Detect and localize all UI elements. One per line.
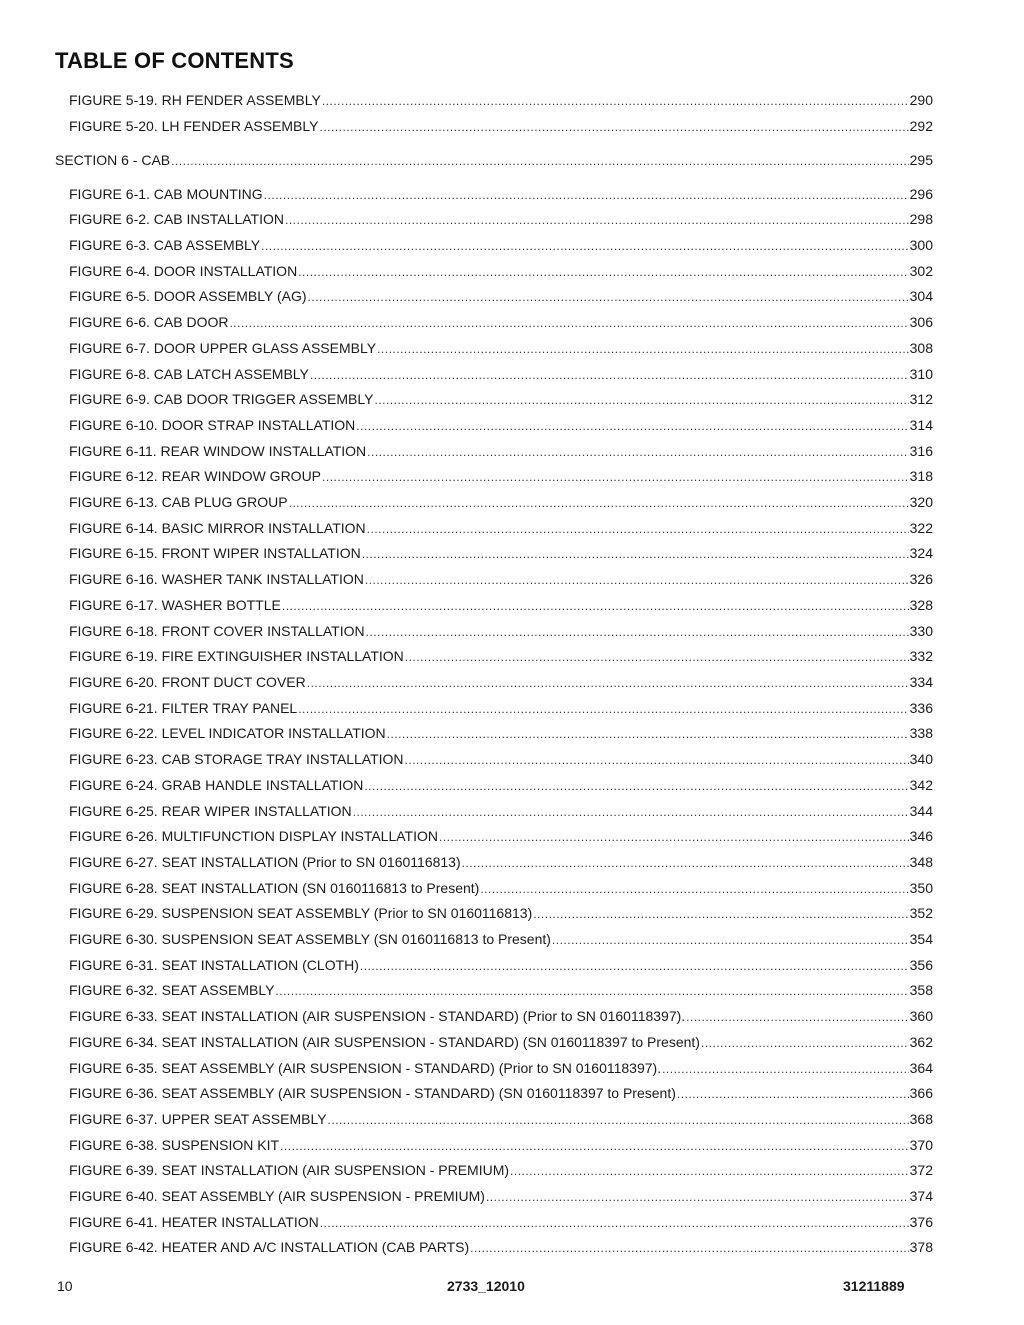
toc-entry-page: 336 [909, 700, 933, 716]
toc-figure-entry[interactable] [69, 1084, 933, 1102]
page-title: TABLE OF CONTENTS [55, 48, 294, 73]
footer-doc-code: 2733_12010 [447, 1278, 525, 1294]
toc-entry-label: FIGURE 6-26. MULTIFUNCTION DISPLAY INSTALLATION [69, 828, 438, 844]
toc-dot-leader [510, 1162, 909, 1180]
footer-page-number: 10 [57, 1278, 73, 1294]
toc-figure-entry[interactable] [69, 313, 933, 331]
toc-entry-label: FIGURE 6-2. CAB INSTALLATION [69, 211, 284, 227]
toc-dot-leader [275, 982, 908, 1000]
toc-figure-entry[interactable] [69, 802, 933, 820]
toc-entry-label: FIGURE 6-8. CAB LATCH ASSEMBLY [69, 366, 309, 382]
toc-figure-entry[interactable] [69, 853, 933, 871]
toc-entry-label: FIGURE 6-36. SEAT ASSEMBLY (AIR SUSPENSION - STANDARD) (SN 0160118397 to Present) [69, 1085, 676, 1101]
toc-entry-page: 350 [909, 880, 933, 896]
toc-entry-label: FIGURE 6-40. SEAT ASSEMBLY (AIR SUSPENSION - PREMIUM) [69, 1188, 485, 1204]
toc-dot-leader [289, 494, 909, 512]
toc-figure-entry[interactable] [69, 904, 933, 922]
toc-entry-label: FIGURE 6-3. CAB ASSEMBLY [69, 237, 261, 253]
toc-entry-label: SECTION 6 - CAB [55, 152, 171, 168]
toc-figure-entry[interactable] [69, 1059, 933, 1077]
toc-entry-label: FIGURE 6-22. LEVEL INDICATOR INSTALLATION [69, 725, 386, 741]
toc-entry-page: 338 [909, 725, 933, 741]
toc-dot-leader [701, 1034, 909, 1052]
toc-entry-page: 292 [909, 118, 933, 134]
toc-figure-entry[interactable] [69, 416, 933, 434]
toc-dot-leader [264, 186, 909, 204]
toc-figure-entry[interactable] [69, 570, 933, 588]
toc-entry-page: 296 [909, 186, 933, 202]
toc-dot-leader [308, 288, 909, 306]
toc-figure-entry[interactable] [69, 262, 933, 280]
toc-entry-page: 342 [909, 777, 933, 793]
toc-entry-label: FIGURE 6-21. FILTER TRAY PANEL [69, 700, 298, 716]
toc-figure-entry[interactable] [69, 390, 933, 408]
toc-dot-leader [365, 571, 909, 589]
toc-entry-label: FIGURE 6-14. BASIC MIRROR INSTALLATION [69, 520, 366, 536]
toc-entry-page: 358 [909, 982, 933, 998]
toc-entry-page: 312 [909, 391, 933, 407]
toc-entry-page: 316 [909, 443, 933, 459]
toc-entry-page: 374 [909, 1188, 933, 1204]
toc-dot-leader [377, 340, 909, 358]
toc-dot-leader [261, 237, 909, 255]
toc-entry-label: FIGURE 6-31. SEAT INSTALLATION (CLOTH) [69, 957, 359, 973]
toc-figure-entry[interactable] [69, 117, 933, 135]
toc-entry-label: FIGURE 6-5. DOOR ASSEMBLY (AG) [69, 288, 307, 304]
toc-dot-leader [229, 314, 908, 332]
toc-entry-page: 376 [909, 1214, 933, 1230]
toc-entry-page: 304 [909, 288, 933, 304]
toc-entry-label: FIGURE 6-9. CAB DOOR TRIGGER ASSEMBLY [69, 391, 374, 407]
toc-entry-label: FIGURE 6-32. SEAT ASSEMBLY [69, 982, 275, 998]
toc-entry-label: FIGURE 6-29. SUSPENSION SEAT ASSEMBLY (Prior to SN 0160116813) [69, 905, 533, 921]
toc-dot-leader [171, 152, 909, 170]
toc-entry-page: 372 [909, 1162, 933, 1178]
toc-figure-entry[interactable] [69, 467, 933, 485]
toc-dot-leader [322, 92, 909, 110]
toc-entry-label: FIGURE 6-27. SEAT INSTALLATION (Prior to SN 0160116813) [69, 854, 461, 870]
toc-figure-entry[interactable] [69, 1136, 933, 1154]
toc-figure-entry[interactable] [69, 365, 933, 383]
toc-entry-page: 300 [909, 237, 933, 253]
toc-entry-label: FIGURE 6-30. SUSPENSION SEAT ASSEMBLY (SN 0160116813 to Present) [69, 931, 551, 947]
toc-entry-page: 356 [909, 957, 933, 973]
toc-entry-label: FIGURE 6-23. CAB STORAGE TRAY INSTALLATION [69, 751, 404, 767]
toc-figure-entry[interactable] [69, 956, 933, 974]
toc-dot-leader [552, 931, 909, 949]
toc-dot-leader [367, 520, 909, 538]
toc-entry-label: FIGURE 6-34. SEAT INSTALLATION (AIR SUSPENSION - STANDARD) (SN 0160118397 to Present) [69, 1034, 700, 1050]
toc-entry-page: 334 [909, 674, 933, 690]
toc-entry-page: 295 [909, 152, 933, 168]
toc-dot-leader [310, 366, 909, 384]
footer-part-number: 31211889 [843, 1278, 905, 1294]
toc-dot-leader [298, 700, 908, 718]
toc-dot-leader [298, 263, 908, 281]
toc-entry-page: 362 [909, 1034, 933, 1050]
toc-figure-entry[interactable] [69, 1213, 933, 1231]
toc-entry-label: FIGURE 6-10. DOOR STRAP INSTALLATION [69, 417, 356, 433]
toc-figure-entry[interactable] [69, 647, 933, 665]
toc-dot-leader [353, 803, 909, 821]
toc-figure-entry[interactable] [69, 1007, 933, 1025]
toc-entry-page: 364 [909, 1060, 933, 1076]
toc-dot-leader [470, 1239, 909, 1257]
toc-entry-page: 302 [909, 263, 933, 279]
toc-figure-entry[interactable] [69, 1238, 933, 1256]
toc-entry-page: 370 [909, 1137, 933, 1153]
toc-entry-page: 324 [909, 545, 933, 561]
toc-figure-entry[interactable] [69, 1161, 933, 1179]
toc-entry-label: FIGURE 6-13. CAB PLUG GROUP [69, 494, 288, 510]
toc-entry-label: FIGURE 6-39. SEAT INSTALLATION (AIR SUSPENSION - PREMIUM) [69, 1162, 510, 1178]
toc-dot-leader [319, 118, 908, 136]
toc-entry-page: 340 [909, 751, 933, 767]
toc-dot-leader [360, 957, 909, 975]
toc-entry-page: 348 [909, 854, 933, 870]
toc-entry-label: FIGURE 6-41. HEATER INSTALLATION [69, 1214, 319, 1230]
toc-dot-leader [405, 751, 909, 769]
toc-figure-entry[interactable] [69, 724, 933, 742]
toc-entry-label: FIGURE 6-6. CAB DOOR [69, 314, 229, 330]
toc-entry-label: FIGURE 6-7. DOOR UPPER GLASS ASSEMBLY [69, 340, 377, 356]
toc-entry-label: FIGURE 6-12. REAR WINDOW GROUP [69, 468, 322, 484]
toc-figure-entry[interactable] [69, 519, 933, 537]
toc-figure-entry[interactable] [69, 622, 933, 640]
toc-dot-leader [387, 725, 909, 743]
toc-dot-leader [533, 905, 908, 923]
toc-entry-page: 360 [909, 1008, 933, 1024]
toc-dot-leader [366, 623, 909, 641]
toc-entry-page: 326 [909, 571, 933, 587]
toc-dot-leader [280, 1137, 909, 1155]
toc-dot-leader [367, 443, 908, 461]
toc-dot-leader [374, 391, 908, 409]
toc-entry-page: 298 [909, 211, 933, 227]
toc-entry-label: FIGURE 6-25. REAR WIPER INSTALLATION [69, 803, 352, 819]
toc-figure-entry[interactable] [69, 930, 933, 948]
toc-entry-page: 320 [909, 494, 933, 510]
toc-dot-leader [364, 777, 908, 795]
toc-dot-leader [285, 211, 909, 229]
toc-figure-entry[interactable] [69, 1187, 933, 1205]
toc-dot-leader [677, 1085, 909, 1103]
toc-figure-entry[interactable] [69, 673, 933, 691]
toc-entry-label: FIGURE 6-33. SEAT INSTALLATION (AIR SUSPENSION - STANDARD) (Prior to SN 0160118397). [69, 1008, 686, 1024]
toc-dot-leader [362, 545, 909, 563]
toc-entry-page: 344 [909, 803, 933, 819]
toc-entry-label: FIGURE 6-24. GRAB HANDLE INSTALLATION [69, 777, 364, 793]
toc-dot-leader [686, 1008, 908, 1026]
toc-dot-leader [439, 828, 909, 846]
toc-entry-label: FIGURE 5-19. RH FENDER ASSEMBLY [69, 92, 321, 108]
toc-entry-label: FIGURE 6-15. FRONT WIPER INSTALLATION [69, 545, 361, 561]
toc-entry-page: 310 [909, 366, 933, 382]
toc-dot-leader [322, 468, 909, 486]
toc-dot-leader [307, 674, 909, 692]
toc-entry-label: FIGURE 6-16. WASHER TANK INSTALLATION [69, 571, 364, 587]
toc-figure-entry[interactable] [69, 1110, 933, 1128]
toc-entry-page: 346 [909, 828, 933, 844]
toc-entry-page: 352 [909, 905, 933, 921]
toc-figure-entry[interactable] [69, 750, 933, 768]
toc-entry-label: FIGURE 6-1. CAB MOUNTING [69, 186, 263, 202]
toc-entry-page: 290 [909, 92, 933, 108]
toc-entry-page: 308 [909, 340, 933, 356]
toc-figure-entry[interactable] [69, 1033, 933, 1051]
toc-dot-leader [486, 1188, 909, 1206]
toc-entry-page: 306 [909, 314, 933, 330]
toc-entry-page: 368 [909, 1111, 933, 1127]
toc-dot-leader [662, 1060, 909, 1078]
toc-figure-entry[interactable] [69, 210, 933, 228]
toc-entry-page: 314 [909, 417, 933, 433]
toc-entry-page: 378 [909, 1239, 933, 1255]
toc-dot-leader [328, 1111, 909, 1129]
toc-dot-leader [356, 417, 908, 435]
toc-entry-label: FIGURE 6-18. FRONT COVER INSTALLATION [69, 623, 365, 639]
toc-section-entry[interactable] [55, 151, 933, 169]
toc-entry-label: FIGURE 6-17. WASHER BOTTLE [69, 597, 281, 613]
toc-entry-label: FIGURE 6-11. REAR WINDOW INSTALLATION [69, 443, 367, 459]
toc-entry-page: 366 [909, 1085, 933, 1101]
toc-entry-label: FIGURE 6-35. SEAT ASSEMBLY (AIR SUSPENSION - STANDARD) (Prior to SN 0160118397). [69, 1060, 662, 1076]
toc-entry-label: FIGURE 6-38. SUSPENSION KIT [69, 1137, 280, 1153]
toc-entry-label: FIGURE 6-37. UPPER SEAT ASSEMBLY [69, 1111, 327, 1127]
toc-dot-leader [282, 597, 909, 615]
toc-entry-page: 330 [909, 623, 933, 639]
toc-figure-entry[interactable] [69, 596, 933, 614]
toc-figure-entry[interactable] [69, 287, 933, 305]
toc-entry-label: FIGURE 6-19. FIRE EXTINGUISHER INSTALLATION [69, 648, 404, 664]
toc-figure-entry[interactable] [69, 827, 933, 845]
toc-entry-page: 354 [909, 931, 933, 947]
toc-figure-entry[interactable] [69, 185, 933, 203]
toc-dot-leader [320, 1214, 909, 1232]
toc-figure-entry[interactable] [69, 699, 933, 717]
toc-figure-entry[interactable] [69, 981, 933, 999]
toc-figure-entry[interactable] [69, 339, 933, 357]
toc-dot-leader [405, 648, 909, 666]
toc-dot-leader [480, 880, 908, 898]
toc-entry-label: FIGURE 6-20. FRONT DUCT COVER [69, 674, 306, 690]
toc-entry-page: 328 [909, 597, 933, 613]
toc-entry-page: 322 [909, 520, 933, 536]
toc-figure-entry[interactable] [69, 879, 933, 897]
toc-entry-page: 332 [909, 648, 933, 664]
toc-entry-page: 318 [909, 468, 933, 484]
toc-entry-label: FIGURE 6-42. HEATER AND A/C INSTALLATION (CAB PARTS) [69, 1239, 470, 1255]
toc-dot-leader [462, 854, 909, 872]
toc-figure-entry[interactable] [69, 236, 933, 254]
toc-entry-label: FIGURE 5-20. LH FENDER ASSEMBLY [69, 118, 319, 134]
toc-figure-entry[interactable] [69, 493, 933, 511]
toc-figure-entry[interactable] [69, 91, 933, 109]
toc-figure-entry[interactable] [69, 776, 933, 794]
toc-figure-entry[interactable] [69, 442, 933, 460]
toc-figure-entry[interactable] [69, 544, 933, 562]
toc-entry-label: FIGURE 6-28. SEAT INSTALLATION (SN 0160116813 to Present) [69, 880, 480, 896]
toc-entry-label: FIGURE 6-4. DOOR INSTALLATION [69, 263, 298, 279]
